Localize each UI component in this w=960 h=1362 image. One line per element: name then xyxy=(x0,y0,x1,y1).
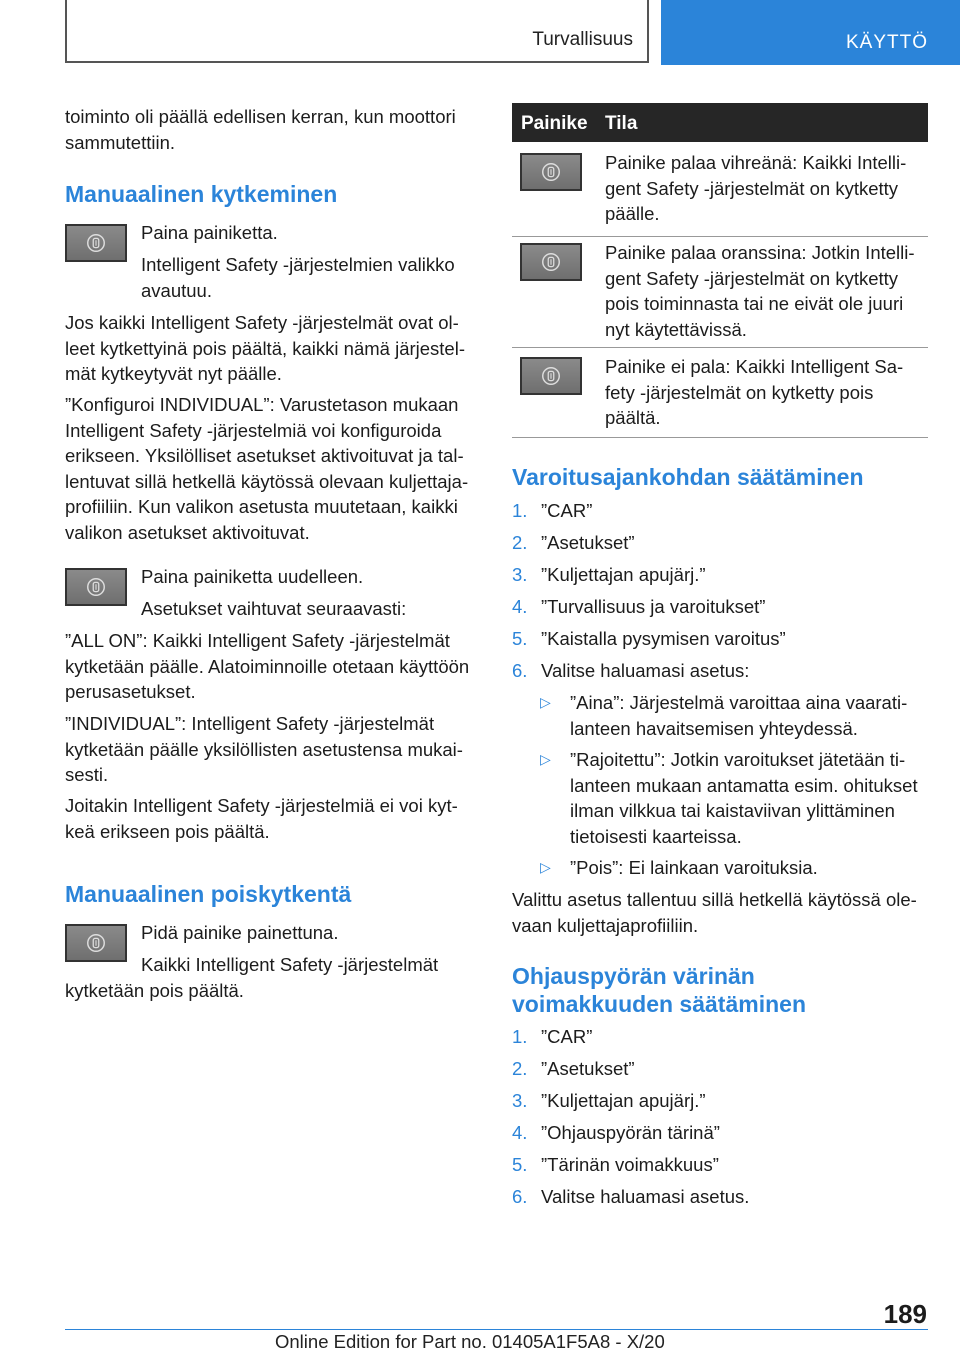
table-col-button: Painike xyxy=(521,113,588,134)
intelligent-safety-button-image xyxy=(65,224,127,262)
option-limited: ”Rajoitettu”: Jotkin varoitukset jätetään ti‐lanteen mukaan antamatta esim. ohitukset ilman vilkkua tai kaistaviivan ylittäminen tietoisesti kaarteissa. xyxy=(570,749,918,847)
intelligent-safety-button-image-2 xyxy=(65,568,127,606)
table-row-2-status: Painike palaa oranssina: Jotkin Intelli‐gent Safety -järjestelmät on kytketty pois toiminnasta tai ne eivät ole juuri nyt käytettävissä. xyxy=(605,242,915,340)
setting-saved-note: Valittu asetus tallentuu sillä hetkellä käytössä ole‐vaan kuljettajaprofiiliin. xyxy=(512,889,917,936)
step-press-result xyxy=(141,252,476,303)
heading-vibration-line-1: Ohjauspyörän värinän xyxy=(512,963,755,989)
step-text: ”Turvallisuus ja varoitukset” xyxy=(541,596,766,617)
safety-button-icon xyxy=(540,251,562,273)
page-number: 189 xyxy=(883,1299,927,1329)
chapter-tab xyxy=(661,0,960,65)
table-row-3-status: Painike ei pala: Kaikki Intelligent Sa‐fety -järjestelmät on kytketty pois päältä. xyxy=(605,356,904,428)
step-press-button: Paina painiketta. xyxy=(141,222,278,243)
heading-manual-off: Manuaalinen poiskytkentä xyxy=(65,881,352,907)
step-text: ”Asetukset” xyxy=(541,1058,635,1079)
paragraph-cannot-disable: Joitakin Intelligent Safety -järjestelmiä ei voi kyt‐keä erikseen pois päältä. xyxy=(65,795,458,842)
paragraph-all-on: ”ALL ON”: Kaikki Intelligent Safety -järjestelmät kytketään päälle. Alatoiminnoille otetaan käyttöön perusasetukset. xyxy=(65,630,470,702)
step-number: 4. xyxy=(512,596,528,617)
step-text: ”CAR” xyxy=(541,1026,593,1047)
header-section-box xyxy=(65,0,649,63)
paragraph-configure-individual: ”Konfiguroi INDIVIDUAL”: Varustetason mukaan Intelligent Safety -järjestelmiä voi konfiguroida erikseen. Yksilölliset asetukset aktivoituvat ja tal‐lentuvat sillä hetkellä käytössä olevaan kuljettaja‐profiiliin. Kun valikon asetusta muutetaan, kaikki valikon asetukset aktivoituvat. xyxy=(65,394,469,543)
step-text: ”Ohjauspyörän tärinä” xyxy=(541,1122,720,1143)
step-text: ”Tärinän voimakkuus” xyxy=(541,1154,719,1175)
step-text: Valitse haluamasi asetus: xyxy=(541,660,750,681)
step-number: 2. xyxy=(512,1058,528,1079)
chapter-title: KÄYTTÖ xyxy=(845,32,928,53)
step-text: ”Kuljettajan apujärj.” xyxy=(541,564,706,585)
step-number: 4. xyxy=(512,1122,528,1143)
status-table-header xyxy=(512,103,928,142)
step-press-again: Paina painiketta uudelleen. xyxy=(141,566,364,587)
footer-divider xyxy=(65,1329,928,1330)
bullet-triangle-icon: ▷ xyxy=(540,694,551,710)
footer-edition: Online Edition for Part no. 01405A1F5A8 - X/20 xyxy=(275,1331,665,1352)
bullet-triangle-icon: ▷ xyxy=(540,751,551,767)
step-press-result-text: Intelligent Safety -järjestelmien valikko avautuu. xyxy=(141,254,455,301)
safety-button-icon xyxy=(540,365,562,387)
step-press-again-result: Asetukset vaihtuvat seuraavasti: xyxy=(141,598,407,619)
table-divider xyxy=(512,236,928,237)
safety-button-icon xyxy=(85,576,107,598)
table-divider xyxy=(512,347,928,348)
step-number: 5. xyxy=(512,628,528,649)
table-row-2-button-image xyxy=(520,243,582,281)
option-always: ”Aina”: Järjestelmä varoittaa aina vaarati‐lanteen havaitsemisen yhteydessä. xyxy=(570,692,908,739)
table-divider xyxy=(512,437,928,438)
paragraph-individual: ”INDIVIDUAL”: Intelligent Safety -järjestelmät kytketään päälle yksilöllisten asetustensa mukai‐sesti. xyxy=(65,713,463,785)
step-number: 3. xyxy=(512,1090,528,1111)
safety-button-icon xyxy=(85,232,107,254)
step-hold-result: Kaikki Intelligent Safety -järjestelmät kytketään pois päältä. xyxy=(65,954,439,1001)
step-text: ”Asetukset” xyxy=(541,532,635,553)
step-number: 3. xyxy=(512,564,528,585)
step-number: 6. xyxy=(512,1186,528,1207)
step-number: 1. xyxy=(512,500,528,521)
step-number: 1. xyxy=(512,1026,528,1047)
table-col-status: Tila xyxy=(605,113,638,134)
step-text: Valitse haluamasi asetus. xyxy=(541,1186,750,1207)
bullet-triangle-icon: ▷ xyxy=(540,859,551,875)
step-text: ”Kuljettajan apujärj.” xyxy=(541,1090,706,1111)
intro-text: toiminto oli päällä edellisen kerran, kun moottori sammutettiin. xyxy=(65,106,456,153)
step-text: ”CAR” xyxy=(541,500,593,521)
table-row-1-status: Painike palaa vihreänä: Kaikki Intelli‐gent Safety -järjestelmät on kytketty päälle. xyxy=(605,152,907,224)
safety-button-icon xyxy=(85,932,107,954)
heading-manual-on: Manuaalinen kytkeminen xyxy=(65,181,338,207)
heading-vibration-line-2: voimakkuuden säätäminen xyxy=(512,991,806,1017)
step-number: 6. xyxy=(512,660,528,681)
paragraph-all-off: Jos kaikki Intelligent Safety -järjestelmät ovat ol‐leet kytkettyinä pois päältä, kaikki nämä järjestel‐mät kytkeytyvät nyt päälle. xyxy=(65,312,465,384)
table-row-1-button-image xyxy=(520,153,582,191)
step-number: 2. xyxy=(512,532,528,553)
heading-warning-time: Varoitusajankohdan säätäminen xyxy=(512,464,864,490)
section-title: Turvallisuus xyxy=(532,29,633,50)
safety-button-icon xyxy=(540,161,562,183)
table-row-3-button-image xyxy=(520,357,582,395)
step-text: ”Kaistalla pysymisen varoitus” xyxy=(541,628,786,649)
option-off: ”Pois”: Ei lainkaan varoituksia. xyxy=(570,857,818,878)
step-number: 5. xyxy=(512,1154,528,1175)
step-hold-button: Pidä painike painettuna. xyxy=(141,922,339,943)
